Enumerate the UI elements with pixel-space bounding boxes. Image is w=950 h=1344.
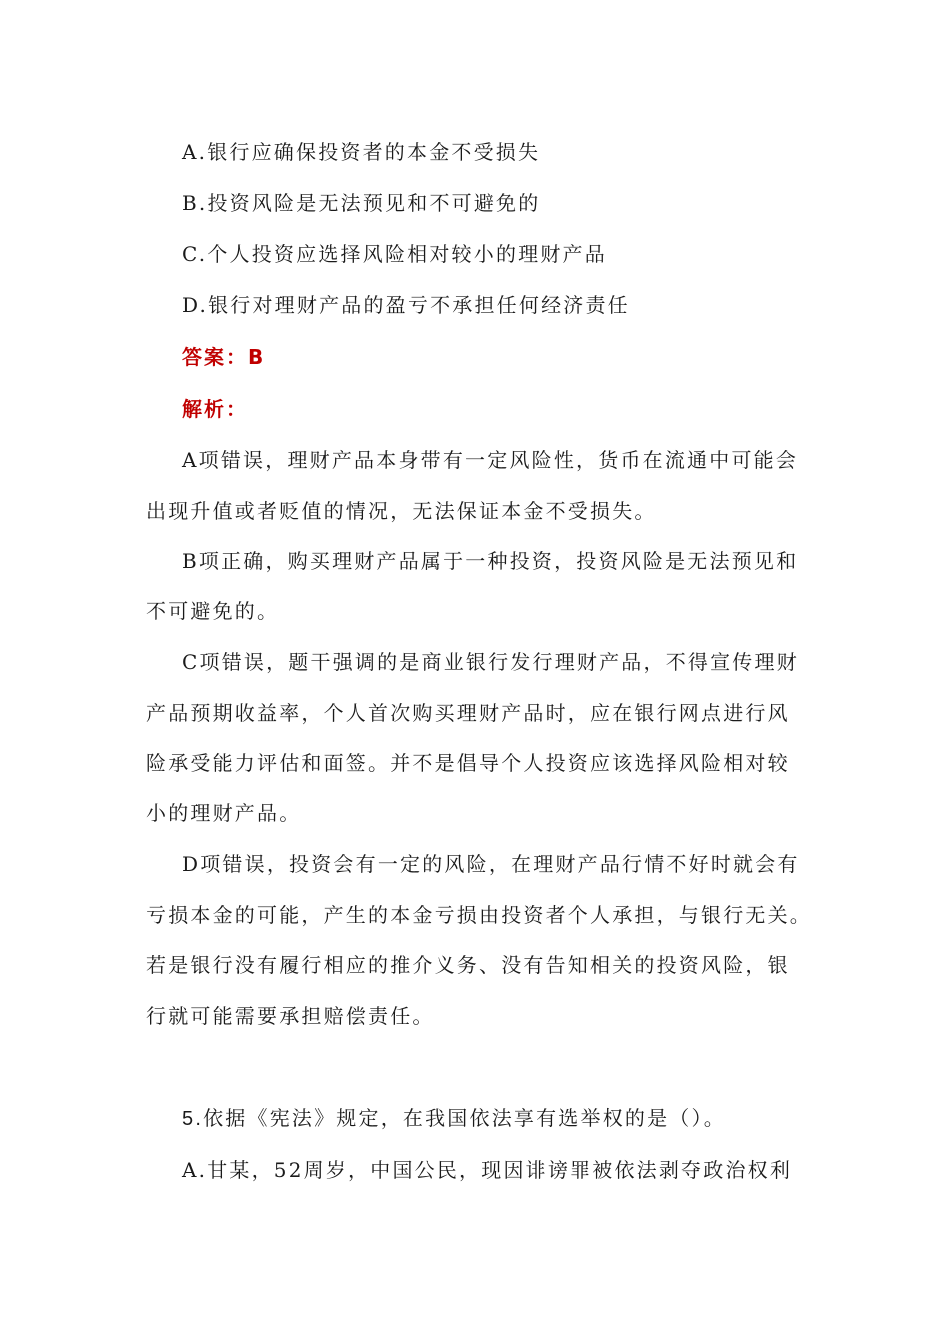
question-text: 依据《宪法》规定，在我国依法享有选举权的是（）。 bbox=[203, 1106, 726, 1130]
analysis-c-line-2: 产品预期收益率，个人首次购买理财产品时，应在银行网点进行风 bbox=[146, 701, 790, 725]
analysis-d-line-4: 行就可能需要承担赔偿责任。 bbox=[146, 1004, 435, 1028]
analysis-b-line-1: B项正确，购买理财产品属于一种投资，投资风险是无法预见和 bbox=[182, 549, 799, 573]
analysis-d-line-3: 若是银行没有履行相应的推介义务、没有告知相关的投资风险，银 bbox=[146, 953, 790, 977]
analysis-c-line-3: 险承受能力评估和面签。并不是倡导个人投资应该选择风险相对较 bbox=[146, 751, 790, 775]
analysis-a-line-2: 出现升值或者贬值的情况，无法保证本金不受损失。 bbox=[146, 499, 657, 523]
option-d: D.银行对理财产品的盈亏不承担任何经济责任 bbox=[182, 293, 630, 317]
option-a: A.银行应确保投资者的本金不受损失 bbox=[182, 140, 541, 164]
question-number: 5. bbox=[182, 1108, 204, 1130]
analysis-a-line-1: A项错误，理财产品本身带有一定风险性，货币在流通中可能会 bbox=[182, 448, 799, 472]
option-b: B.投资风险是无法预见和不可避免的 bbox=[182, 191, 541, 215]
analysis-label: 解析： bbox=[182, 397, 248, 421]
option-c: C.个人投资应选择风险相对较小的理财产品 bbox=[182, 242, 607, 266]
answer-label: 答案：B bbox=[182, 345, 266, 369]
question-5 bbox=[182, 1104, 726, 1133]
analysis-d-line-1: D项错误，投资会有一定的风险，在理财产品行情不好时就会有 bbox=[182, 852, 800, 876]
analysis-d-line-2: 亏损本金的可能，产生的本金亏损由投资者个人承担，与银行无关。 bbox=[146, 903, 812, 927]
analysis-c-line-1: C项错误，题干强调的是商业银行发行理财产品，不得宣传理财 bbox=[182, 650, 799, 674]
analysis-b-line-2: 不可避免的。 bbox=[146, 599, 280, 623]
question-5-option-a: A.甘某，52周岁，中国公民，现因诽谤罪被依法剥夺政治权利 bbox=[182, 1158, 793, 1182]
analysis-c-line-4: 小的理财产品。 bbox=[146, 801, 302, 825]
